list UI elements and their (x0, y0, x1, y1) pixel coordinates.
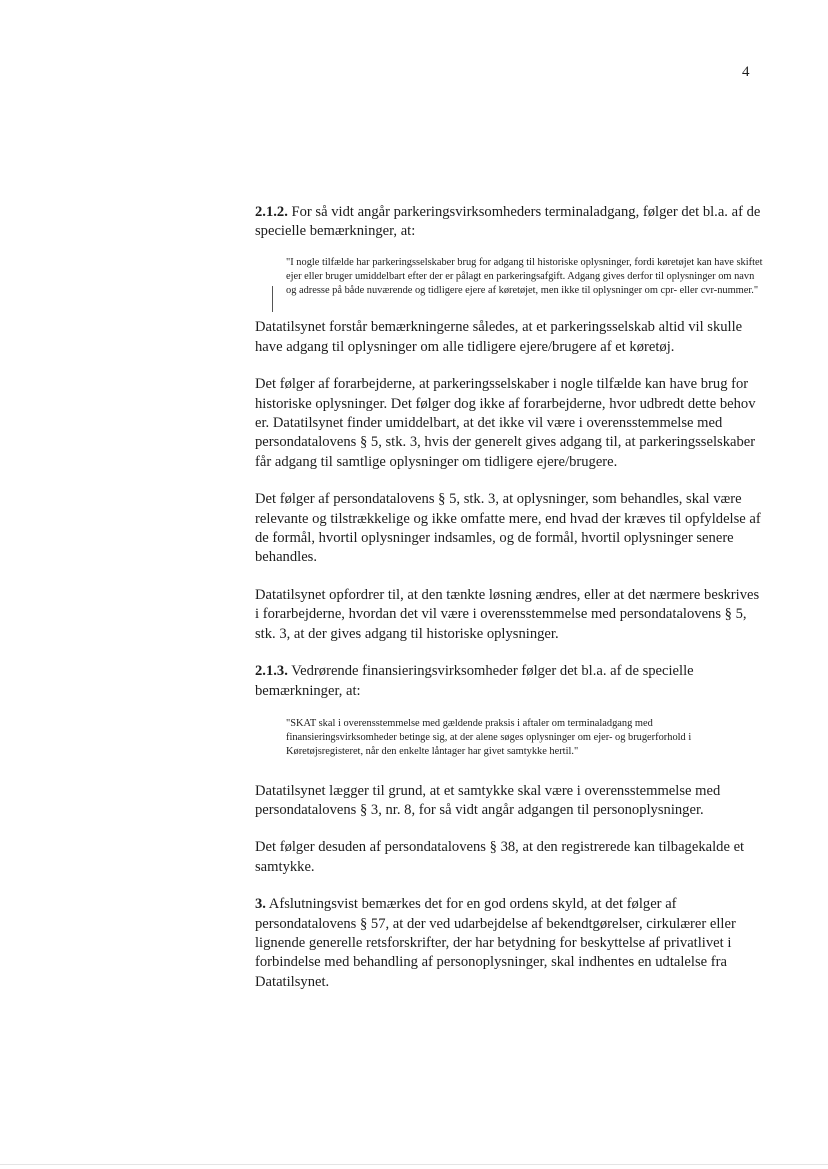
page-number: 4 (742, 64, 750, 80)
paragraph: Det følger desuden af persondatalovens § 38, at den registrerede kan tilbagekalde et samtykke. (255, 839, 745, 875)
section-2-1-2-intro (255, 203, 765, 242)
paragraph: Datatilsynet opfordrer til, at den tænkte løsning ændres, eller at det nærmere beskrives i forarbejderne, hvordan det vil være i overensstemmelse med persondatalovens § 5, stk. 3, at der gives adgang til historiske oplysninger. (255, 586, 760, 642)
section-2-1-3-intro (255, 662, 765, 701)
quote-text: "I nogle tilfælde har parkeringsselskaber brug for adgang til historiske oplysninger, fordi køretøjet kan have skiftet ejer eller bruger umiddelbart efter der er pålagt en parkeringsafgift. Adgang gives derfor til oplysninger om navn og adresse på både nuværende og tidligere ejere af køretøjet, men ikke til oplysninger om cpr- eller cvr-nummer." (286, 256, 763, 297)
paragraph: Datatilsynet forstår bemærkningerne således, at et parkeringsselskab altid vil skulle have adgang til oplysninger om alle tidligere ejere/brugere af et køretøj. (255, 319, 743, 355)
intro-text: For så vidt angår parkeringsvirksomheders terminaladgang, følger det bl.a. af de specielle bemærkninger, at: (255, 204, 761, 240)
section-number: 2.1.2. (255, 204, 288, 220)
section-3 (255, 895, 765, 992)
intro-text: Vedrørende finansieringsvirksomheder følger det bl.a. af de specielle bemærkninger, at: (255, 663, 694, 699)
section-number: 2.1.3. (255, 663, 288, 680)
margin-mark (272, 286, 273, 312)
document-body (255, 203, 765, 992)
block-quote (286, 256, 765, 299)
scan-edge (0, 1164, 828, 1165)
quote-text: "SKAT skal i overensstemmelse med gældende praksis i aftaler om terminaladgang med finansieringsvirksomheder betinge sig, at der alene søges oplysninger om ejer- og brugerforhold i Køretøjsregisteret, når den enkelte låntager har givet samtykke hertil." (286, 717, 692, 758)
paragraph: Det følger af persondatalovens § 5, stk. 3, at oplysninger, som behandles, skal være relevante og tilstrækkelige og ikke omfatte mere, end hvad der kræves til opfyldelse af de formål, hvortil oplysninger indsamles, og de formål, hvortil oplysninger senere behandles. (255, 491, 761, 566)
block-quote (286, 717, 765, 760)
section-number: 3. (255, 896, 266, 913)
paragraph: Det følger af forarbejderne, at parkeringsselskaber i nogle tilfælde kan have brug for historiske oplysninger. Det følger dog ikke af forarbejderne, hvor udbredt dette behov er. Datatilsynet finder umiddelbart, at det ikke vil være i overensstemmelse med persondatalovens § 5, stk. 3, hvis der generelt gives adgang til, at parkeringsselskaber får adgang til samtlige oplysninger om tidligere ejere/brugere. (255, 376, 756, 470)
paragraph: Datatilsynet lægger til grund, at et samtykke skal være i overensstemmelse med persondatalovens § 3, nr. 8, for så vidt angår adgangen til personoplysninger. (255, 782, 721, 818)
section-text: Afslutningsvist bemærkes det for en god ordens skyld, at det følger af persondatalovens § 57, at der ved udarbejdelse af bekendtgørelser, cirkulærer eller lignende generelle retsforskrifter, der har betydning for beskyttelse af privatlivet i forbindelse med behandling af personoplysninger, skal indhentes en udtalelse fra Datatilsynet. (255, 896, 736, 990)
